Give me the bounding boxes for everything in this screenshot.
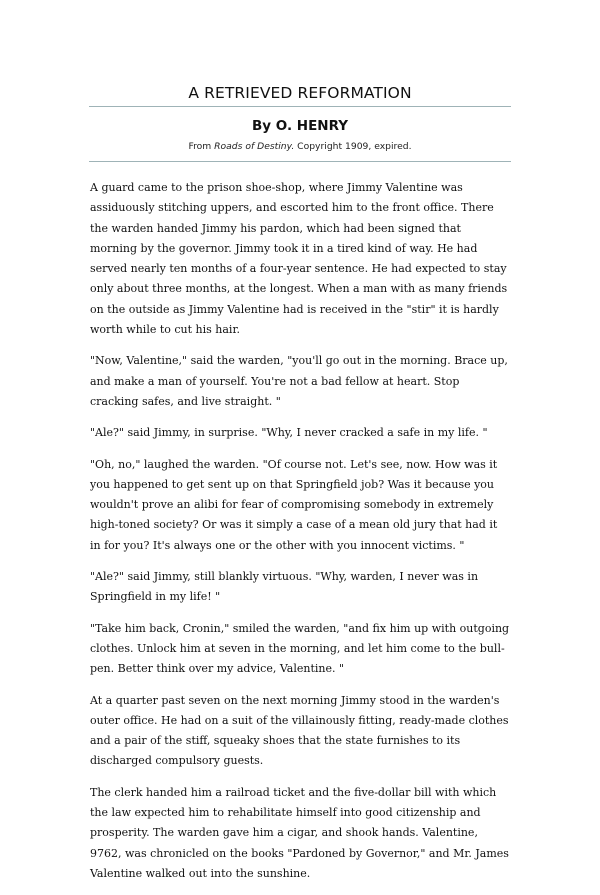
title-divider [89,106,511,107]
source-citation [0,141,600,152]
source-copyright: Copyright 1909, expired. [294,141,412,152]
paragraph: "Oh, no," laughed the warden. "Of course not. Let's see, now. How was it you happened to get sent up on that Springfield job? Was it because you wouldn't prove an alibi for fear of compromising somebody in extremely high-toned society? Or was it simply a case of a mean old jury that had it in for you? It's always one or the other with you innocent victims. " [90,457,498,552]
paragraph: "Ale?" said Jimmy, still blankly virtuous. "Why, warden, I never was in Springfield in my life! " [90,570,479,604]
story-body [90,178,510,895]
paragraph: At a quarter past seven on the next morning Jimmy stood in the warden's outer office. He had on a suit of the villainously fitting, ready-made clothes and a pair of the stiff, squeaky shoes that the state furnishes to its discharged compulsory guests. [90,693,509,768]
story-author: By O. HENRY [251,118,349,134]
source-work-title: Roads of Destiny. [214,141,295,152]
source-prefix: From [188,141,215,152]
header-divider [89,161,511,162]
paragraph: A guard came to the prison shoe-shop, where Jimmy Valentine was assiduously stitching uppers, and escorted him to the front office. There the warden handed Jimmy his pardon, which had been signed that morning by the governor. Jimmy took it in a tired kind of way. He had served nearly ten months of a four-year sentence. He had expected to stay only about three months, at the longest. When a man with as many friends on the outside as Jimmy Valentine had is received in the "stir" it is hardly worth while to cut his hair. [90,181,508,337]
paragraph: "Now, Valentine," said the warden, "you'll go out in the morning. Brace up, and make a man of yourself. You're not a bad fellow at heart. Stop cracking safes, and live straight. " [90,354,508,408]
paragraph: The clerk handed him a railroad ticket and the five-dollar bill with which the law expected him to rehabilitate himself into good citizenship and prosperity. The warden gave him a cigar, and shook hands. Valentine, 9762, was chronicled on the books "Pardoned by Governor," and Mr. James Valentine walked out into the sunshine. [90,785,509,880]
paragraph: "Take him back, Cronin," smiled the warden, "and fix him up with outgoing clothes. Unlock him at seven in the morning, and let him come to the bull-pen. Better think over my advice, Valentine. " [90,621,510,676]
story-title: A RETRIEVED REFORMATION [188,84,412,102]
paragraph: "Ale?" said Jimmy, in surprise. "Why, I never cracked a safe in my life. " [90,426,488,440]
